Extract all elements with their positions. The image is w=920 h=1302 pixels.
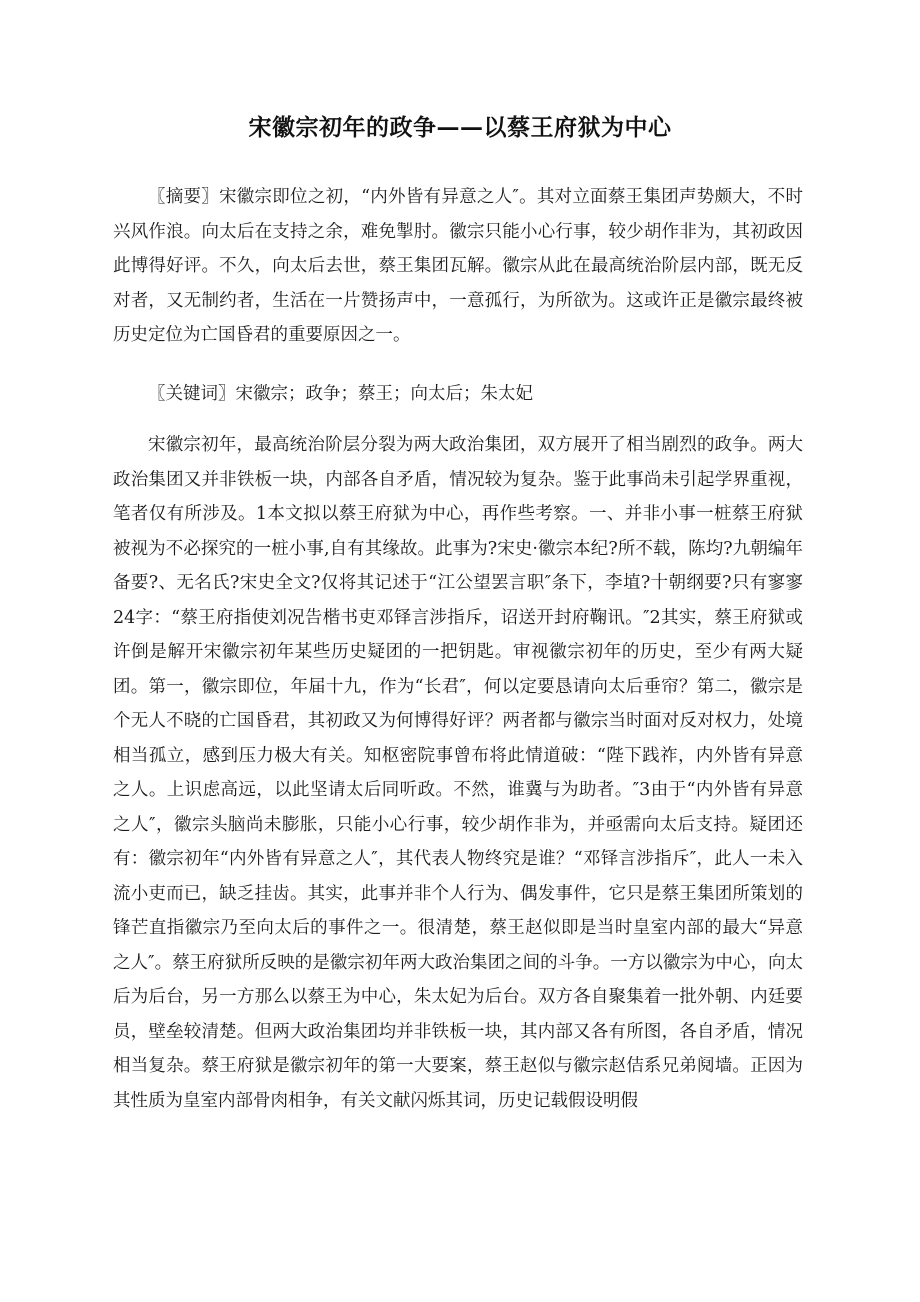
keywords-paragraph: 〖关键词〗宋徽宗；政争；蔡王；向太后；朱太妃 (148, 384, 533, 404)
abstract-paragraph: 〖摘要〗宋徽宗即位之初，“内外皆有异意之人″。其对立面蔡王集团声势颇大，不时兴风作浪。向太后在支持之余，难免掣肘。徽宗只能小心行事，较少胡作非为，其初政因此博得好评。不久，向太后去世，蔡王集团瓦解。徽宗从此在最高统治阶层内部，既无反对者，又无制约者，生活在一片赞扬声中，一意孤行，为所欲为。这或许正是徽宗最终被历史定位为亡国昏君的重要原因之一。 (113, 187, 803, 345)
document-title: 宋徽宗初年的政争——以蔡王府狱为中心 (248, 114, 672, 141)
body-paragraph: 宋徽宗初年，最高统治阶层分裂为两大政治集团，双方展开了相当剧烈的政争。两大政治集团又并非铁板一块，内部各自矛盾，情况较为复杂。鉴于此事尚未引起学界重视，笔者仅有所涉及。1本文拟以蔡王府狱为中心，再作些考察。一、并非小事一桩蔡王府狱被视为不必探究的一桩小事,自有其缘故。此事为?宋史·徽宗本纪?所不载，陈均?九朝编年备要?、无名氏?宋史全文?仅将其记述于“江公望罢言职″条下，李埴?十朝纲要?只有寥寥24字：“蔡王府指使刘况告楷书吏邓铎言涉指斥，诏送开封府鞠讯。″2其实，蔡王府狱或许倒是解开宋徽宗初年某些历史疑团的一把钥匙。审视徽宗初年的历史，至少有两大疑团。第一，徽宗即位，年届十九，作为“长君″，何以定要恳请向太后垂帘？第二，徽宗是个无人不晓的亡国昏君，其初政又为何博得好评？两者都与徽宗当时面对反对权力，处境相当孤立，感到压力极大有关。知枢密院事曾布将此情道破：“陛下践祚，内外皆有异意之人。上识虑高远，以此坚请太后同听政。不然，谁冀与为助者。″3由于“内外皆有异意之人″，徽宗头脑尚未膨胀，只能小心行事，较少胡作非为，并亟需向太后支持。疑团还有：徽宗初年“内外皆有异意之人″，其代表人物终究是谁？“邓铎言涉指斥″，此人一未入流小吏而已，缺乏挂齿。其实，此事并非个人行为、偶发事件，它只是蔡王集团所策划的锋芒直指徽宗乃至向太后的事件之一。很清楚，蔡王赵似即是当时皇室内部的最大“异意之人″。蔡王府狱所反映的是徽宗初年两大政治集团之间的斗争。一方以徽宗为中心，向太后为后台，另一方那么以蔡王为中心，朱太妃为后台。双方各自聚集着一批外朝、内廷要员，壁垒较清楚。但两大政治集团均并非铁板一块，其内部又各有所图，各自矛盾，情况相当复杂。蔡王府狱是徽宗初年的第一大要案，蔡王赵似与徽宗赵佶系兄弟阋墙。正因为其性质为皇室内部骨肉相争，有关文献闪烁其词，历史记载假设明假 (113, 435, 803, 1111)
